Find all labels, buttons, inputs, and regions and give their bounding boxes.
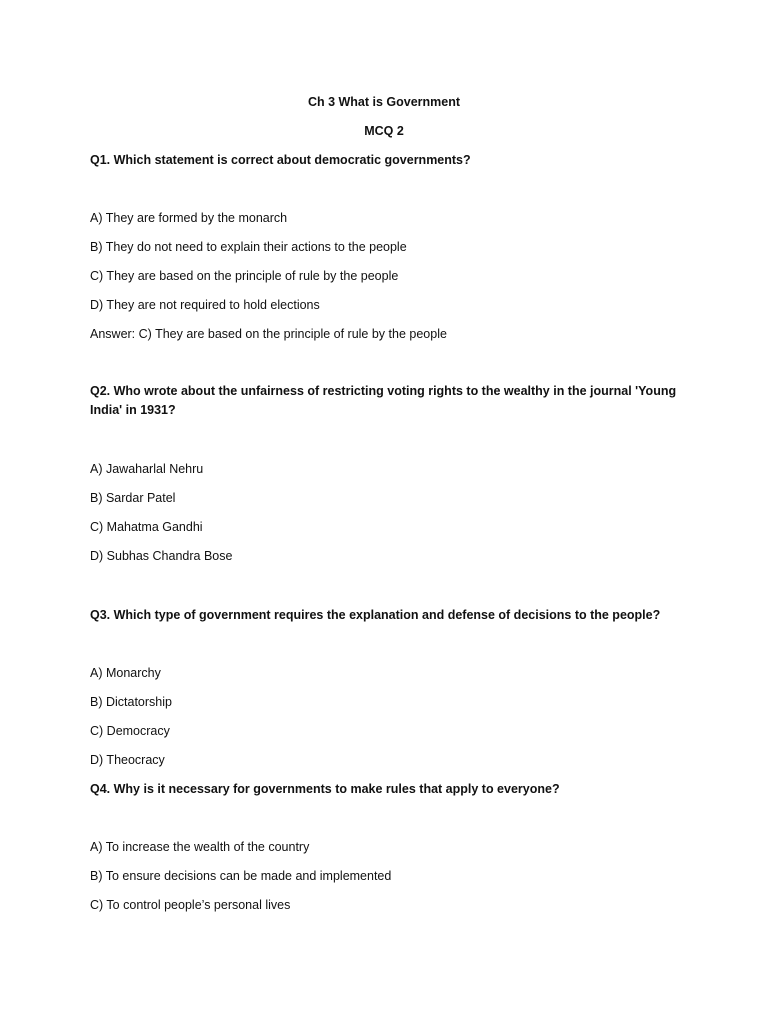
q2-option-c: C) Mahatma Gandhi bbox=[90, 520, 203, 534]
page-title: Ch 3 What is Government bbox=[307, 95, 461, 109]
page-subtitle: MCQ 2 bbox=[364, 124, 404, 138]
question-2: Q2. Who wrote about the unfairness of restricting voting rights to the wealthy in the journal 'Young India' in 1931? bbox=[90, 384, 677, 417]
question-1: Q1. Which statement is correct about democratic governments? bbox=[90, 153, 471, 167]
q3-option-a: A) Monarchy bbox=[90, 666, 161, 680]
q3-option-c: C) Democracy bbox=[90, 724, 170, 738]
q4-option-a: A) To increase the wealth of the country bbox=[90, 840, 310, 854]
q2-option-a: A) Jawaharlal Nehru bbox=[90, 462, 204, 476]
q4-option-b: B) To ensure decisions can be made and implemented bbox=[90, 869, 392, 883]
q1-option-c: C) They are based on the principle of rule by the people bbox=[90, 269, 399, 283]
q2-option-d: D) Subhas Chandra Bose bbox=[90, 549, 233, 563]
q1-option-a: A) They are formed by the monarch bbox=[90, 211, 288, 225]
q1-answer: Answer: C) They are based on the principle of rule by the people bbox=[90, 327, 447, 341]
question-4: Q4. Why is it necessary for governments to make rules that apply to everyone? bbox=[90, 782, 560, 796]
q1-option-b: B) They do not need to explain their actions to the people bbox=[90, 240, 407, 254]
question-3: Q3. Which type of government requires the explanation and defense of decisions to the people? bbox=[90, 608, 661, 622]
q2-option-b: B) Sardar Patel bbox=[90, 491, 176, 505]
q1-option-d: D) They are not required to hold elections bbox=[90, 298, 320, 312]
q3-option-d: D) Theocracy bbox=[90, 753, 165, 767]
q3-option-b: B) Dictatorship bbox=[90, 695, 172, 709]
q4-option-c: C) To control people’s personal lives bbox=[90, 898, 291, 912]
